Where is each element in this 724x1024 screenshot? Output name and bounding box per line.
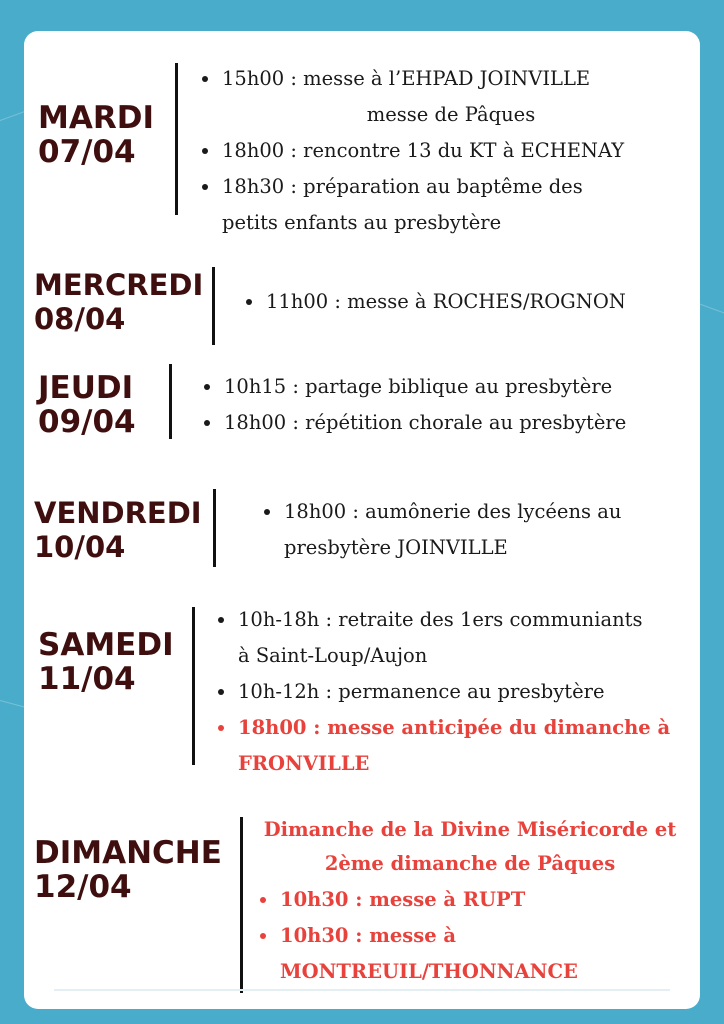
event-item: 10h-12h : permanence au presbytère	[216, 674, 696, 710]
day-divider	[175, 63, 178, 215]
event-item: 10h-18h : retraite des 1ers communiants à Saint-Loup/Aujon	[216, 602, 696, 674]
day-divider	[169, 364, 172, 439]
event-item: 18h30 : préparation au baptême des petits enfants au presbytère	[200, 169, 690, 241]
bottom-divider	[54, 989, 670, 991]
event-item: 18h00 : aumônerie des lycéens au presbytère JOINVILLE	[262, 494, 692, 566]
event-item-highlighted: 18h00 : messe anticipée du dimanche à FRONVILLE	[216, 710, 696, 782]
day-date: 09/04	[38, 404, 136, 440]
day-date: 08/04	[34, 302, 126, 336]
day-label-mercredi	[34, 268, 203, 336]
dimanche-heading: Dimanche de la Divine Miséricorde et 2ème dimanche de Pâques	[263, 818, 677, 875]
events-list-samedi	[216, 602, 696, 782]
day-date: 12/04	[34, 869, 132, 905]
day-date: 10/04	[34, 530, 126, 564]
day-divider	[240, 817, 243, 993]
day-label-jeudi	[38, 371, 136, 439]
events-list-dimanche	[258, 882, 688, 990]
event-item: 18h00 : répétition chorale au presbytère	[202, 405, 692, 441]
day-label-vendredi	[34, 496, 202, 564]
events-list-mardi	[200, 61, 690, 241]
day-divider	[213, 489, 216, 567]
day-name: MARDI	[38, 100, 154, 136]
events-list-jeudi	[202, 369, 692, 441]
day-date: 07/04	[38, 134, 136, 170]
day-name: SAMEDI	[38, 627, 174, 663]
event-item: 11h00 : messe à ROCHES/ROGNON	[244, 284, 694, 320]
day-date: 11/04	[38, 661, 136, 697]
day-name: DIMANCHE	[34, 835, 222, 871]
day-divider	[212, 267, 215, 345]
event-item-highlighted: 10h30 : messe à MONTREUIL/THONNANCE	[258, 918, 688, 990]
day-name: VENDREDI	[34, 496, 202, 530]
events-list-vendredi	[262, 494, 692, 566]
event-item: 10h15 : partage biblique au presbytère	[202, 369, 692, 405]
events-list-mercredi	[244, 284, 694, 320]
day-label-dimanche	[34, 836, 222, 904]
event-item: 18h00 : rencontre 13 du KT à ECHENAY	[200, 133, 690, 169]
day-name: JEUDI	[38, 370, 134, 406]
day-label-mardi	[38, 101, 154, 169]
day-divider	[192, 607, 195, 765]
day-name: MERCREDI	[34, 268, 204, 302]
event-item: 15h00 : messe à l’EHPAD JOINVILLE messe de Pâques	[200, 61, 690, 133]
schedule-card	[24, 31, 700, 1009]
event-item-highlighted: 10h30 : messe à RUPT	[258, 882, 688, 918]
day-label-samedi	[38, 628, 174, 696]
